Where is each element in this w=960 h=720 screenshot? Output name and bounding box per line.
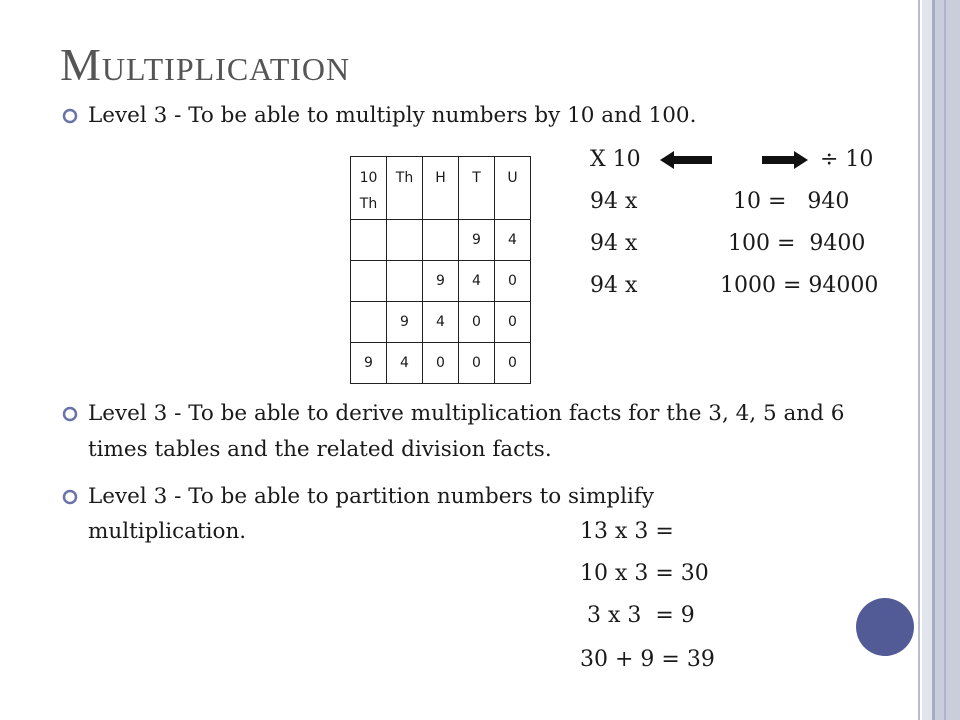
table-row <box>351 343 531 384</box>
equation-right: 10 = 940 <box>733 189 850 214</box>
table-cell: 9 <box>459 220 495 261</box>
table-header-row <box>351 157 531 220</box>
partition-equation: 13 x 3 = <box>580 519 674 544</box>
table-cell: 0 <box>423 343 459 384</box>
partition-equation: 10 x 3 = 30 <box>580 561 709 586</box>
divide-ten-label: ÷ 10 <box>820 147 874 172</box>
table-cell: 0 <box>495 343 531 384</box>
partition-equation: 30 + 9 = 39 <box>580 647 715 672</box>
header-units: U <box>495 157 531 220</box>
table-row <box>351 302 531 343</box>
header-thousands: Th <box>387 157 423 220</box>
table-cell: 4 <box>387 343 423 384</box>
table-cell <box>387 261 423 302</box>
table-cell: 9 <box>351 343 387 384</box>
side-stripe <box>935 0 960 720</box>
side-stripe <box>944 0 946 720</box>
bullet-text-3-line2: multiplication. <box>88 519 247 544</box>
table-cell: 9 <box>423 261 459 302</box>
table-cell: 4 <box>423 302 459 343</box>
slide-title: Multiplication <box>60 39 351 90</box>
table-cell <box>351 220 387 261</box>
decorative-circle <box>856 598 914 656</box>
equation-right: 100 = 9400 <box>728 231 866 256</box>
equation-right: 1000 = 94000 <box>720 273 879 298</box>
bullet-ring-icon <box>60 106 80 126</box>
table-cell <box>387 220 423 261</box>
bullet-ring-icon <box>60 487 80 507</box>
bullet-text-2: Level 3 - To be able to derive multiplication facts for the 3, 4, 5 and 6 times tables and the related division facts. <box>88 401 845 462</box>
table-row <box>351 261 531 302</box>
table-cell: 0 <box>495 261 531 302</box>
header-ten-thousands-part: 10 <box>359 170 378 186</box>
equation-left: 94 x <box>590 189 638 214</box>
equation-left: 94 x <box>590 273 638 298</box>
bullet-text-3-line1: Level 3 - To be able to partition numbers to simplify <box>88 484 654 509</box>
header-ten-thousands-part: Th <box>359 196 378 212</box>
bullet-ring-icon <box>60 404 80 424</box>
table-cell <box>423 220 459 261</box>
table-cell <box>351 302 387 343</box>
header-hundreds: H <box>423 157 459 220</box>
arrow-left-icon <box>660 150 712 170</box>
table-cell: 0 <box>459 343 495 384</box>
side-stripe <box>918 0 920 720</box>
table-cell: 0 <box>495 302 531 343</box>
table-cell: 4 <box>459 261 495 302</box>
equation-left: 94 x <box>590 231 638 256</box>
table-cell: 9 <box>387 302 423 343</box>
times-ten-label: X 10 <box>590 147 641 172</box>
arrow-right-icon <box>762 150 808 170</box>
table-row <box>351 220 531 261</box>
partition-equation: 3 x 3 = 9 <box>580 603 695 628</box>
side-stripe <box>922 0 932 720</box>
table-cell: 0 <box>459 302 495 343</box>
table-cell <box>351 261 387 302</box>
table-cell: 4 <box>495 220 531 261</box>
place-value-table <box>350 156 531 384</box>
header-ten-thousands <box>351 157 387 220</box>
header-tens: T <box>459 157 495 220</box>
bullet-text-1: Level 3 - To be able to multiply numbers by 10 and 100. <box>88 103 697 128</box>
